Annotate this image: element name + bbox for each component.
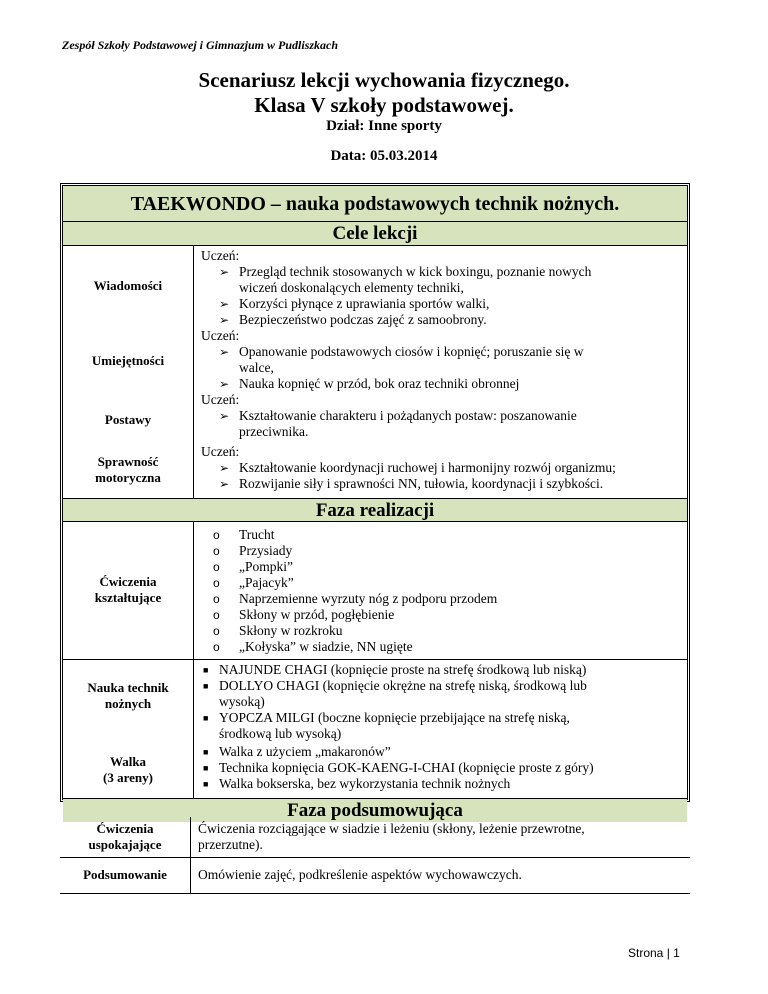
- list-item: o „Pompki”: [201, 559, 497, 575]
- list-item-continuation: wiczeń doskonalących elementy techniki,: [239, 280, 464, 295]
- section-heading-realizacja: Faza realizacji: [63, 498, 687, 522]
- table-main-title: TAEKWONDO – nauka podstawowych technik nożnych.: [63, 186, 687, 222]
- lesson-table: [60, 183, 690, 821]
- umiejetnosci-content: [201, 328, 584, 392]
- list-item: o Naprzemienne wyrzuty nóg z podporu przodem: [201, 591, 497, 607]
- uczen-label: Uczeń:: [201, 248, 240, 263]
- list-item: o Skłony w rozkroku: [201, 623, 497, 639]
- list-item: ■ YOPCZA MILGI (boczne kopnięcie przebijające na strefę niską,: [201, 710, 587, 726]
- table-row: [60, 858, 690, 894]
- lesson-title: Scenariusz lekcji wychowania fizycznego.: [198, 68, 570, 92]
- uczen-label: Uczeń:: [201, 444, 240, 459]
- uczen-label: Uczeń:: [201, 392, 240, 407]
- list-item: ■ NAJUNDE CHAGI (kopnięcie proste na strefę środkową lub niską): [201, 662, 587, 678]
- row-label-wiadomosci: Wiadomości: [93, 278, 163, 293]
- section-heading-cele: Cele lekcji: [63, 222, 687, 246]
- list-item: o „Pajacyk”: [201, 575, 497, 591]
- section-label: Dział: Inne sporty: [326, 118, 442, 134]
- list-item: ➢ Opanowanie podstawowych ciosów i kopnięć; poruszanie się w: [201, 344, 584, 360]
- list-item: ■ Walka bokserska, bez wykorzystania technik nożnych: [201, 776, 594, 792]
- section-heading-podsumowujaca: Faza podsumowująca: [63, 798, 687, 822]
- list-item: o Skłony w przód, pogłębienie: [201, 607, 497, 623]
- nauka-content: [201, 662, 587, 742]
- row-label-uspokajajace: Ćwiczenia uspokajające: [88, 821, 162, 852]
- page-number: Strona | 1: [628, 946, 680, 960]
- list-item: o Przysiady: [201, 543, 497, 559]
- lesson-date: Data: 05.03.2014: [330, 148, 438, 164]
- cwiczenia-content: [201, 527, 497, 655]
- list-item: ➢ Kształtowanie charakteru i pożądanych postaw: poszanowanie: [201, 408, 577, 424]
- wiadomosci-content: [201, 248, 591, 328]
- list-item: ■ DOLLYO CHAGI (kopnięcie okrężne na strefę niską, środkową lub: [201, 678, 587, 694]
- row-divider: [63, 659, 687, 660]
- uspokajajace-text: Ćwiczenia rozciągające w siadzie i leżeniu (skłony, leżenie przewrotne, przerzutne).: [198, 821, 585, 852]
- list-item-continuation: walce,: [239, 360, 274, 375]
- column-divider: [190, 817, 191, 894]
- class-title: Klasa V szkoły podstawowej.: [254, 93, 514, 117]
- row-label-postawy: Postawy: [104, 412, 152, 427]
- row-label-umiejetnosci: Umiejętności: [91, 353, 165, 368]
- list-item: ■ Technika kopnięcia GOK-KAENG-I-CHAI (kopnięcie proste z góry): [201, 760, 594, 776]
- column-divider: [193, 246, 194, 498]
- summary-table: [60, 817, 690, 894]
- list-item: ➢ Przegląd technik stosowanych w kick boxingu, poznanie nowych: [201, 264, 591, 280]
- list-item-continuation: środkową lub wysoką): [219, 726, 342, 741]
- row-label-walka: Walka (3 areny): [103, 754, 153, 785]
- postawy-content: [201, 392, 577, 440]
- list-item: ➢ Kształtowanie koordynacji ruchowej i harmonijny rozwój organizmu;: [201, 460, 616, 476]
- list-item: ➢ Nauka kopnięć w przód, bok oraz techniki obronnej: [201, 376, 584, 392]
- list-item: ■ Walka z użyciem „makaronów”: [201, 744, 594, 760]
- list-item-continuation: wysoką): [219, 694, 265, 709]
- row-label-sprawnosc: Sprawność motoryczna: [95, 454, 161, 485]
- list-item: o „Kołyska” w siadzie, NN ugięte: [201, 639, 497, 655]
- row-label-cwiczenia: Ćwiczenia kształtujące: [94, 574, 162, 605]
- school-header: Zespół Szkoły Podstawowej i Gimnazjum w Pudliszkach: [62, 38, 339, 52]
- uczen-label: Uczeń:: [201, 328, 240, 343]
- row-label-podsumowanie: Podsumowanie: [83, 867, 167, 882]
- list-item-continuation: przeciwnika.: [239, 424, 309, 439]
- list-item: o Trucht: [201, 527, 497, 543]
- list-item: ➢ Bezpieczeństwo podczas zajęć z samoobrony.: [201, 312, 591, 328]
- podsumowanie-text: Omówienie zajęć, podkreślenie aspektów wychowawczych.: [198, 867, 522, 882]
- column-divider: [193, 522, 194, 798]
- list-item: ➢ Rozwijanie siły i sprawności NN, tułowia, koordynacji i szybkości.: [201, 476, 616, 492]
- table-row: [60, 817, 690, 858]
- sprawnosc-content: [201, 444, 616, 492]
- row-label-nauka: Nauka technik nożnych: [87, 680, 169, 711]
- walka-content: [201, 744, 594, 792]
- list-item: ➢ Korzyści płynące z uprawiania sportów walki,: [201, 296, 591, 312]
